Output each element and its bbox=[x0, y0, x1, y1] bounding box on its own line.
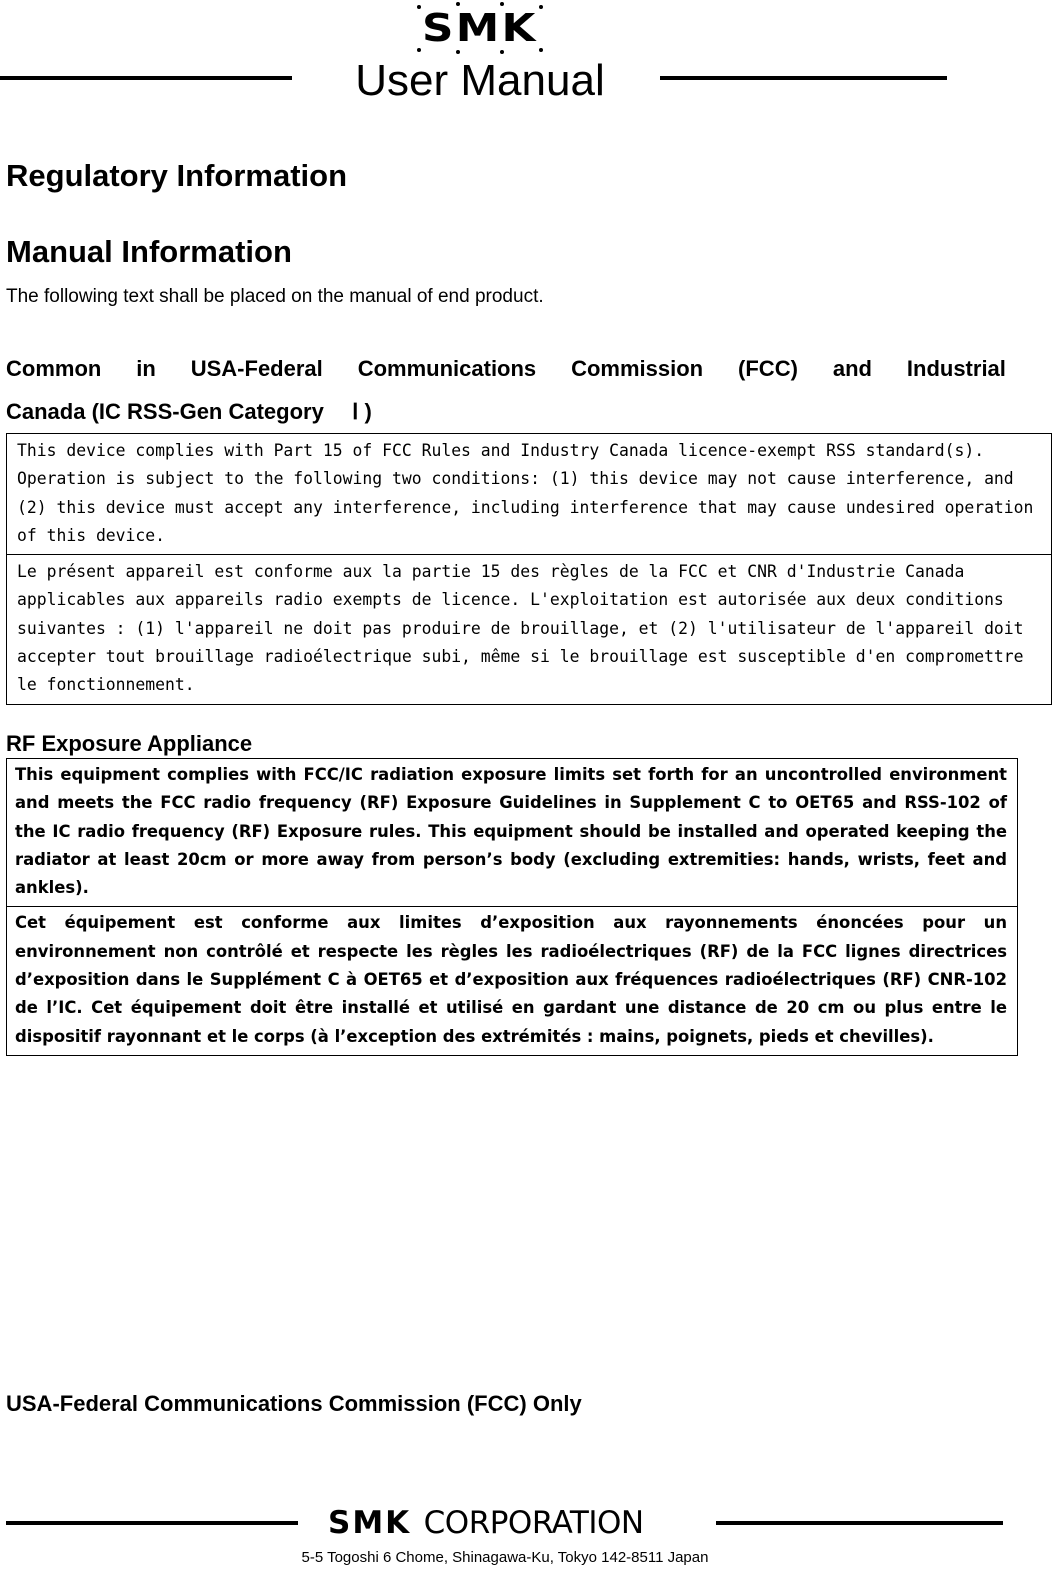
heading-regulatory: Regulatory Information bbox=[6, 158, 348, 193]
rf-statement-box bbox=[6, 758, 1018, 1056]
rf-statement-french: Cet équipement est conforme aux limites d’exposition aux rayonnements énoncées pour un environnement non contrôlé et respecte les règles les radioélectriques (RF) de la FCC lignes directrices d’exposition dans le Supplément C à OET65 et d’exposition aux fréquences radioélectriques (RF) CNR-102 de l’IC. Cet équipement doit être installé et utilisé en gardant une distance de 20 cm ou plus entre le dispositif rayonnant et le corps (à l’exception des extrémités : mains, poignets, pieds et chevilles). bbox=[7, 906, 1017, 1054]
footer-rule-left bbox=[6, 1521, 298, 1525]
ic-statement-box bbox=[6, 433, 1052, 705]
smk-logo bbox=[410, 0, 550, 56]
common-word: USA-Federal bbox=[190, 356, 323, 381]
heading-rf-exposure: RF Exposure Appliance bbox=[6, 731, 253, 756]
common-word: and bbox=[832, 356, 872, 381]
common-word: Common bbox=[6, 356, 102, 381]
rf-statement-english: This equipment complies with FCC/IC radiation exposure limits set forth for an uncontrolled environment and meets the FCC radio frequency (RF) Exposure Guidelines in Supplement C to OET65 and RSS-102 of the IC radio frequency (RF) Exposure rules. This equipment should be installed and operated keeping the radiator at least 20cm or more away from person’s body (excluding extremities: hands, wrists, feet and ankles). bbox=[15, 765, 1007, 898]
common-word: (FCC) bbox=[738, 356, 798, 381]
footer-logo-mark: SMK bbox=[328, 1505, 412, 1541]
footer-address: 5-5 Togoshi 6 Chome, Shinagawa-Ku, Tokyo 142-8511 Japan bbox=[301, 1549, 709, 1566]
footer-logo bbox=[328, 1505, 644, 1543]
common-word: Commission bbox=[571, 356, 704, 381]
footer-rule-right bbox=[716, 1521, 1003, 1525]
footer-logo-word: CORPORATION bbox=[423, 1505, 644, 1541]
heading-common-line2: Canada (IC RSS-Gen Category Ⅰ ) bbox=[6, 399, 372, 424]
heading-common-line1 bbox=[6, 356, 1006, 382]
common-word: in bbox=[136, 356, 156, 381]
logo-text: SMK bbox=[422, 6, 538, 50]
ic-statement-french: Le présent appareil est conforme aux la partie 15 des règles de la FCC et CNR d'Industrie Canada applicables aux appareils radio exempts de licence. L'exploitation est autorisée aux deux conditions suivantes : (1) l'appareil ne doit pas produire de brouillage, et (2) l'utilisateur de l'appareil doit accepter tout brouillage radioélectrique subi, même si le brouillage est susceptible d'en compromettre le fonctionnement. bbox=[7, 554, 1051, 703]
intro-text: The following text shall be placed on the manual of end product. bbox=[6, 286, 544, 307]
ic-statement-english: This device complies with Part 15 of FCC Rules and Industry Canada licence-exempt RSS standard(s). Operation is subject to the following two conditions: (1) this device may not cause interference, and (2) this device must accept any interference, including interference that may cause undesired operation of this device. bbox=[17, 441, 1034, 545]
page-title: User Manual bbox=[355, 56, 605, 105]
heading-fcc-only: USA-Federal Communications Commission (FCC) Only bbox=[6, 1391, 582, 1416]
common-word: Communications bbox=[357, 356, 537, 381]
common-word: Industrial bbox=[906, 356, 1006, 381]
heading-manual-info: Manual Information bbox=[6, 234, 292, 269]
